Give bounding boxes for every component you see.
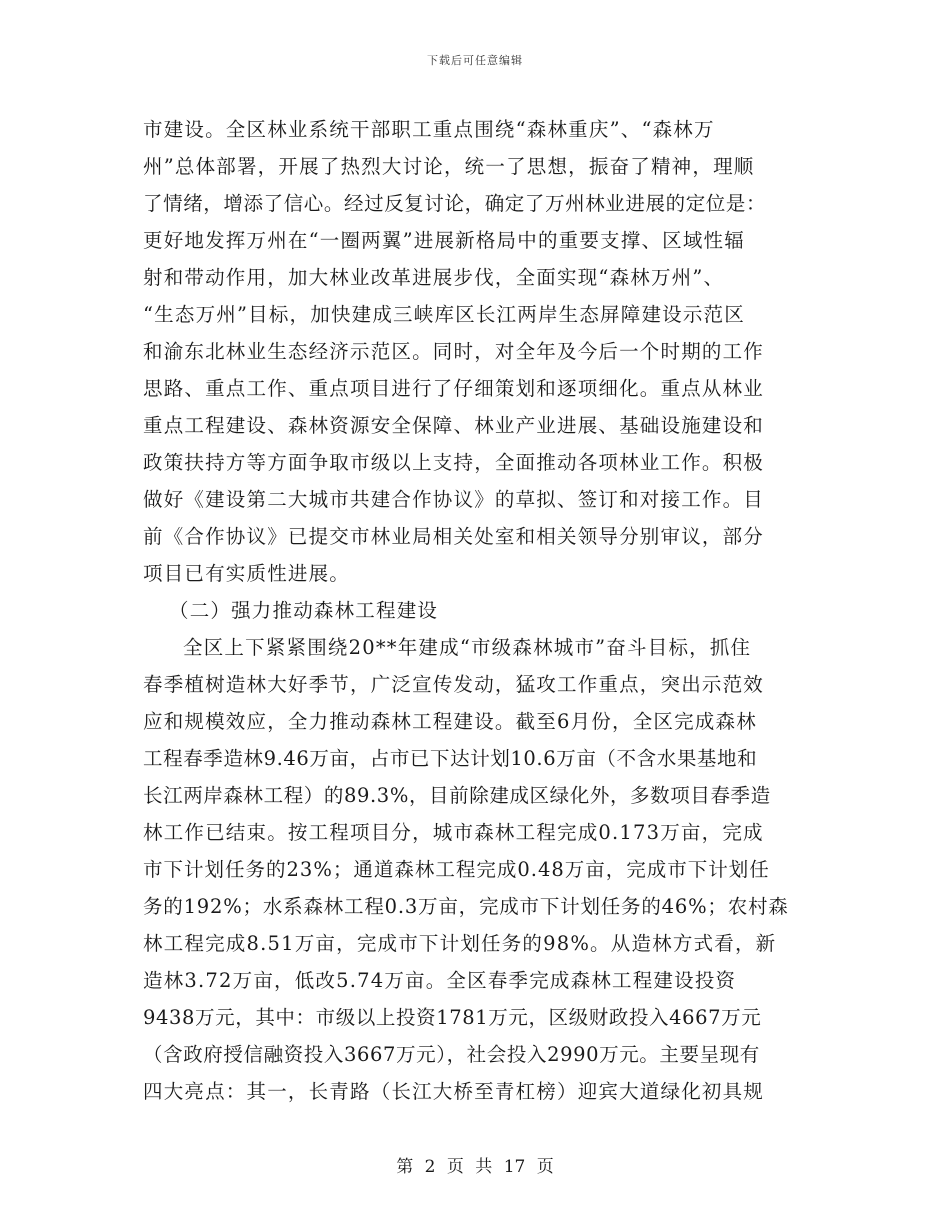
page-header: 下载后可任意编辑 — [427, 54, 523, 67]
text-line: 应和规模效应，全力推动森林工程建设。截至6月份，全区完成森林 — [143, 710, 757, 733]
text-line: 林工作已结束。按工程项目分，城市森林工程完成0.173万亩，完成 — [143, 821, 764, 844]
page-number: 第 2 页 共 17 页 — [396, 1157, 554, 1177]
text-line: 9438万元，其中：市级以上投资1781万元，区级财政投入4667万元 — [143, 1006, 762, 1029]
text-line: “生态万州”目标，加快建成三峡库区长江两岸生态屏障建设示范区 — [143, 303, 745, 326]
text-line: 长江两岸森林工程）的89.3%，目前除建成区绿化外，多数项目春季造 — [143, 784, 771, 807]
text-line: 市建设。全区林业系统干部职工重点围绕“森林重庆”、“森林万 — [143, 118, 715, 141]
text-line: 四大亮点：其一，长青路（长江大桥至青杠榜）迎宾大道绿化初具规 — [143, 1080, 765, 1103]
text-line: 更好地发挥万州在“一圈两翼”进展新格局中的重要支撑、区域性辐 — [143, 229, 745, 252]
text-line: 林工程完成8.51万亩，完成市下计划任务的98%。从造林方式看，新 — [143, 932, 777, 955]
text-line: 思路、重点工作、重点项目进行了仔细策划和逐项细化。重点从林业 — [143, 377, 765, 400]
text-line: 项目已有实质性进展。 — [143, 562, 351, 585]
text-line: 做好《建设第二大城市共建合作协议》的草拟、签订和对接工作。目 — [143, 488, 765, 511]
text-line: 市下计划任务的23%；通道森林工程完成0.48万亩，完成市下计划任 — [143, 858, 770, 881]
text-line: 造林3.72万亩，低改5.74万亩。全区春季完成森林工程建设投资 — [143, 969, 737, 992]
section-heading: （二）强力推动森林工程建设 — [169, 599, 439, 622]
text-line: 务的192%；水系森林工程0.3万亩，完成市下计划任务的46%；农村森 — [143, 895, 789, 918]
text-line: 射和带动作用，加大林业改革进展步伐，全面实现“森林万州”、 — [143, 266, 725, 289]
text-line: 前《合作协议》已提交市林业局相关处室和相关领导分别审议，部分 — [143, 525, 765, 548]
text-line: 全区上下紧紧围绕20**年建成“市级森林城市”奋斗目标，抓住 — [183, 636, 752, 659]
text-line: 和渝东北林业生态经济示范区。同时，对全年及今后一个时期的工作 — [143, 340, 765, 363]
text-line: （含政府授信融资投入3667万元），社会投入2990万元。主要呈现有 — [143, 1043, 760, 1066]
document-body — [143, 111, 811, 1110]
text-line: 州”总体部署，开展了热烈大讨论，统一了思想，振奋了精神，理顺 — [143, 155, 755, 178]
text-line: 了情绪，增添了信心。经过反复讨论，确定了万州林业进展的定位是： — [143, 192, 767, 215]
text-line: 春季植树造林大好季节，广泛宣传发动，猛攻工作重点，突出示范效 — [143, 673, 765, 696]
text-line: 政策扶持方等方面争取市级以上支持，全面推动各项林业工作。积极 — [143, 451, 765, 474]
text-line: 重点工程建设、森林资源安全保障、林业产业进展、基础设施建设和 — [143, 414, 765, 437]
text-line: 工程春季造林9.46万亩，占市已下达计划10.6万亩（不含水果基地和 — [143, 747, 758, 770]
